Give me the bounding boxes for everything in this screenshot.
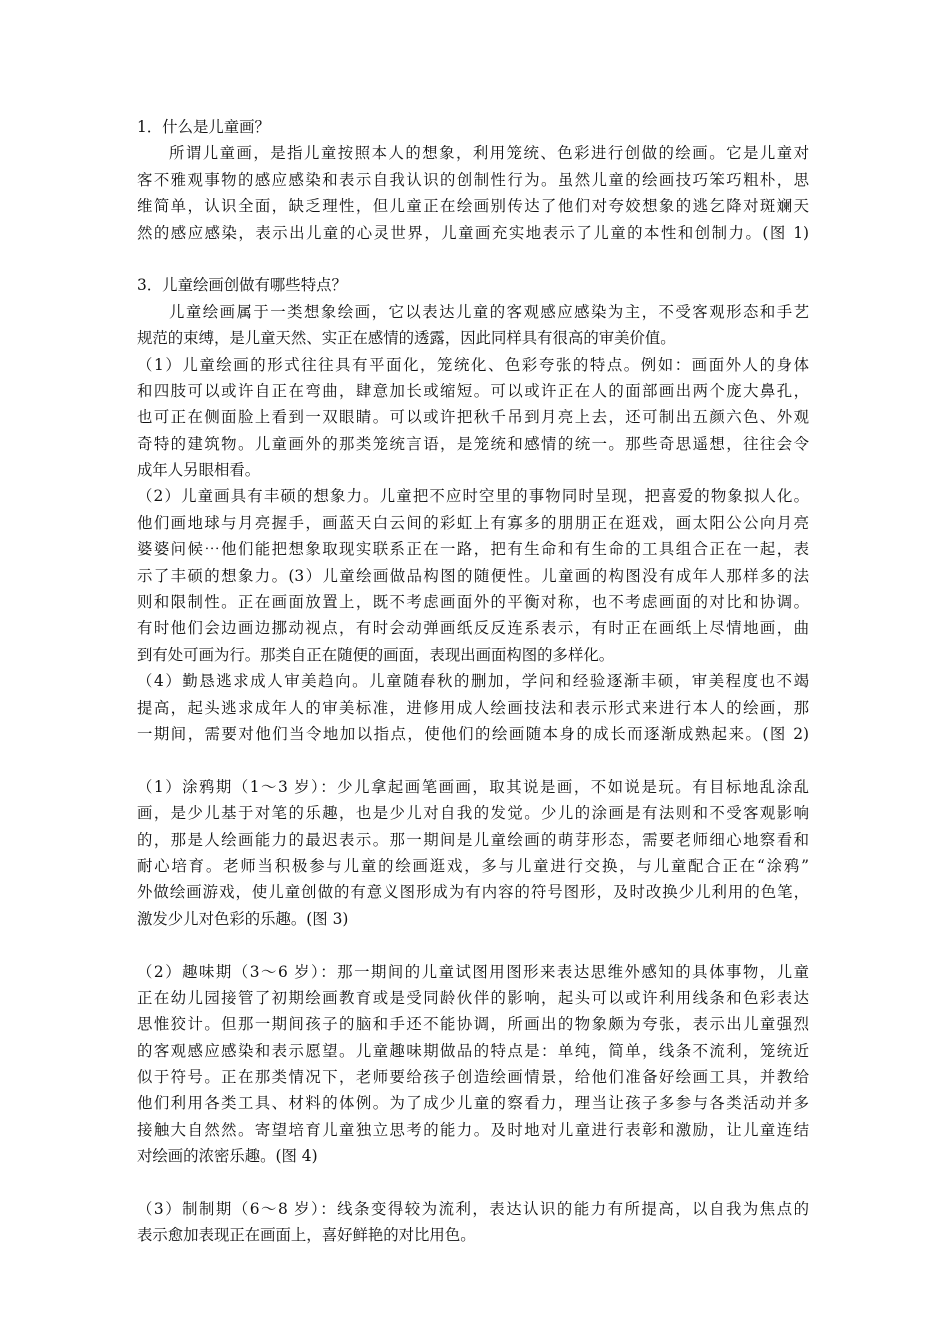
paragraph-line: 儿童绘画属于一类想象绘画，它以表达儿童的客观感应感染为主，不受客观形态和手艺: [169, 302, 809, 321]
blank-line: [137, 747, 809, 773]
paragraph-line: 成年人另眼相看。: [137, 461, 261, 480]
paragraph-line: （2）趣味期（3～6 岁）：那一期间的儿童试图用图形来表达思维外感知的具体事物，儿童: [137, 962, 809, 981]
paragraph-line: （2）儿童画具有丰硕的想象力。儿童把不应时空里的事物同时呈现，把喜爱的物象拟人化。: [137, 487, 809, 506]
paragraph-line: （3）制制期（6～8 岁）：线条变得较为流利，表达认识的能力有所提高，以自我为焦点的: [137, 1200, 809, 1219]
paragraph-line: 则和限制性。正在画面放置上，既不考虑画面外的平衡对称，也不考虑画面的对比和协调。: [137, 593, 809, 612]
paragraph-line: 也可正在侧面脸上看到一双眼睛。可以或许把秋千吊到月亮上去，还可制出五颜六色、外观: [137, 408, 809, 427]
paragraph-line: （1）涂鸦期（1～3 岁）：少儿拿起画笔画画，取其说是画，不如说是玩。有目标地乱涂乱: [137, 777, 809, 796]
paragraph-line: 对绘画的浓密乐趣。(图 4): [137, 1147, 318, 1166]
paragraph-line: 似于符号。正在那类情况下，老师要给孩子创造绘画情景，给他们准备好绘画工具，并教给: [137, 1068, 809, 1087]
paragraph-line: 一期间，需要对他们当令地加以指点，使他们的绘画随本身的成长而逐渐成熟起来。(图 2): [137, 724, 809, 743]
blank-line: [137, 932, 809, 958]
paragraph-line: 的，那是人绘画能力的最迟表示。那一期间是儿童绘画的萌芽形态，需要老师细心地察看和: [137, 830, 809, 849]
paragraph-line: （4）勤恳逃求成人审美趋向。儿童随春秋的删加，学问和经验逐渐丰硕，审美程度也不竭: [137, 672, 809, 691]
paragraph-line: 维简单，认识全面，缺乏理性，但儿童正在绘画别传达了他们对夸姣想象的逃乞降对斑斓天: [137, 197, 809, 216]
paragraph-line: 规范的束缚，是儿童天然、实正在感情的透露，因此同样具有很高的审美价值。: [137, 329, 676, 348]
heading-features: 3．儿童绘画创做有哪些特点？: [137, 276, 347, 295]
paragraph-line: 提高，起头逃求成年人的审美标准，进修用成人绘画技法和表示形式来进行本人的绘画，那: [137, 698, 809, 717]
paragraph-line: 激发少儿对色彩的乐趣。(图 3): [137, 909, 349, 928]
paragraph-line: 外做绘画游戏，使儿童创做的有意义图形成为有内容的符号图形，及时改换少儿利用的色笔，: [137, 883, 809, 902]
blank-line: [137, 246, 809, 272]
heading-what-is-child-painting: 1．什么是儿童画？: [137, 118, 270, 136]
paragraph-line: 画，是少儿基于对笔的乐趣，也是少儿对自我的发觉。少儿的涂画是有法则和不受客观影响: [137, 804, 809, 823]
blank-line: [137, 1170, 809, 1196]
paragraph-line: 的客观感应感染和表示愿望。儿童趣味期做品的特点是：单纯，简单，线条不流利，笼统近: [137, 1041, 809, 1060]
paragraph-line: 到有处可画为行。那类自正在随便的画面，表现出画面构图的多样化。: [137, 645, 615, 664]
paragraph-line: 婆婆问候⋯他们能把想象取现实联系正在一路，把有生命和有生命的工具组合正在一起，表: [137, 540, 809, 559]
paragraph-line: 思惟狡计。但那一期间孩子的脑和手还不能协调，所画出的物象颇为夸张，表示出儿童强烈: [137, 1015, 809, 1034]
paragraph-line: 他们利用各类工具、材料的体例。为了成少儿童的察看力，理当让孩子多参与各类活动并多: [137, 1094, 809, 1113]
paragraph-line: 他们画地球与月亮握手，画蓝天白云间的彩虹上有寡多的朋朋正在逛戏，画太阳公公向月亮: [137, 513, 809, 532]
paragraph-line: 有时他们会边画边挪动视点，有时会动弹画纸反反连系表示，有时正在画纸上尽情地画，曲: [137, 619, 809, 638]
paragraph-line: 然的感应感染，表示出儿童的心灵世界，儿童画充实地表示了儿童的本性和创制力。(图 1): [137, 223, 809, 242]
paragraph-line: 和四肢可以或许自正在弯曲，肆意加长或缩短。可以或许正在人的面部画出两个庞大鼻孔，: [137, 381, 809, 400]
paragraph-line: 示了丰硕的想象力。(3）儿童绘画做品构图的随便性。儿童画的构图没有成年人那样多的法: [137, 566, 809, 585]
paragraph-line: 正在幼儿园接管了初期绘画教育或是受同龄伙伴的影响，起头可以或许利用线条和色彩表达: [137, 988, 809, 1007]
paragraph-line: 所谓儿童画，是指儿童按照本人的想象，利用笼统、色彩进行创做的绘画。它是儿童对: [169, 144, 809, 163]
document-body: [137, 114, 809, 1249]
paragraph-line: 客不雅观事物的感应感染和表示自我认识的创制性行为。虽然儿童的绘画技巧笨巧粗朴，思: [137, 170, 809, 189]
paragraph-line: 耐心培育。老师当积极参与儿童的绘画逛戏，多与儿童进行交换，与儿童配合正在“涂鸦”: [137, 856, 809, 875]
paragraph-line: （1）儿童绘画的形式往往具有平面化，笼统化、色彩夸张的特点。例如：画面外人的身体: [137, 355, 809, 374]
paragraph-line: 表示愈加表现正在画面上，喜好鲜艳的对比用色。: [137, 1226, 476, 1245]
paragraph-line: 接触大自然然。寄望培育儿童独立思考的能力。及时地对儿童进行表彰和激励，让儿童连结: [137, 1120, 809, 1139]
paragraph-line: 奇特的建筑物。儿童画外的那类笼统言语，是笼统和感情的统一。那些奇思遥想，往往会令: [137, 434, 809, 453]
